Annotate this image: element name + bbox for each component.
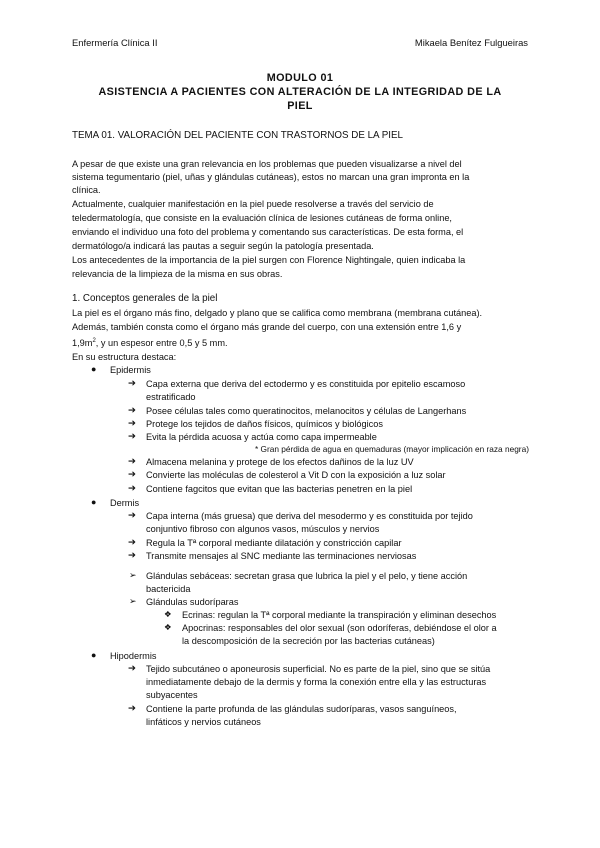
bullet-icon: ● (91, 497, 97, 507)
intro-line: relevancia de la limpieza de la misma en sus obras. (72, 269, 283, 279)
extension-value: 1,9m (72, 338, 93, 348)
dermis-item: Regula la Tª corporal mediante dilatación y constricción capilar (146, 538, 402, 548)
header-course: Enfermería Clínica II (72, 37, 158, 48)
arrow-icon: ➔ (128, 378, 136, 389)
intro-line: sistema tegumentario (piel, uñas y glándulas cutáneas), estos no marcan una gran impronta en la (72, 172, 470, 182)
hipodermis-item: Tejido subcutáneo o aponeurosis superficial. No es parte de la piel, sino que se sitúa (146, 664, 491, 674)
arrow-icon: ➔ (128, 456, 136, 467)
module-subtitle: ASISTENCIA A PACIENTES CON ALTERACIÓN DE LA INTEGRIDAD DE LA (98, 86, 502, 98)
arrow-icon: ➔ (128, 550, 136, 561)
ecrinas-line: Ecrinas: regulan la Tª corporal mediante la transpiración y eliminan desechos (182, 610, 497, 620)
squared-superscript: 2 (92, 338, 96, 344)
epidermis-item: Evita la pérdida acuosa y actúa como capa impermeable (146, 432, 377, 442)
bullet-icon: ● (91, 650, 97, 660)
dermis-item: Transmite mensajes al SNC mediante las terminaciones nerviosas (146, 551, 417, 561)
section-line: La piel es el órgano más fino, delgado y plano que se califica como membrana (membrana cutánea). (72, 308, 483, 318)
hipodermis-item: subyacentes (146, 690, 198, 700)
arrow-icon: ➔ (128, 510, 136, 521)
arrow-icon: ➔ (128, 537, 136, 548)
intro-line: A pesar de que existe una gran relevancia en los problemas que pueden visualizarse a nivel del (72, 159, 462, 169)
intro-line: clínica. (72, 185, 101, 195)
section-line (72, 337, 228, 349)
diamond-icon: ❖ (164, 622, 172, 632)
dermis-item: Capa interna (más gruesa) que deriva del mesodermo y es constituida por tejido (146, 511, 473, 521)
intro-line: Actualmente, cualquier manifestación en la piel puede resolverse a través del servicio de (72, 199, 434, 209)
epidermis-item: Contiene fagcitos que evitan que las bacterias penetren en la piel (146, 484, 413, 494)
epidermis-item: Almacena melanina y protege de los efectos dañinos de la luz UV (146, 457, 414, 467)
arrow-icon: ➔ (128, 418, 136, 429)
epidermis-item: Capa externa que deriva del ectodermo y es constituida por epitelio escamoso (146, 379, 466, 389)
epidermis-item: estratificado (146, 392, 196, 402)
intro-line: dermatólogo/a indicará las pautas a seguir según la patología presentada. (72, 241, 374, 251)
section-line: En su estructura destaca: (72, 352, 177, 362)
arrow-icon: ➔ (128, 483, 136, 494)
sebaceas-line: Glándulas sebáceas: secretan grasa que lubrica la piel y el pelo, y tiene acción (146, 571, 468, 581)
arrow-icon: ➔ (128, 431, 136, 442)
arrow-icon: ➔ (128, 663, 136, 674)
diamond-icon: ❖ (164, 609, 172, 619)
apocrinas-line: la descomposición de la secreción por las bacterias cutáneas) (182, 636, 435, 646)
sebaceas-line: bactericida (146, 584, 191, 594)
hipodermis-item: inmediatamente debajo de la dermis y forma la conexión entre ella y las estructuras (146, 677, 487, 687)
apocrinas-line: Apocrinas: responsables del olor sexual (son odoríferas, debiéndose el olor a (182, 623, 497, 633)
module-title: MODULO 01 (266, 72, 334, 84)
hipodermis-label: Hipodermis (110, 651, 157, 661)
intro-line: Los antecedentes de la importancia de la piel surgen con Florence Nightingale, quien indicaba la (72, 255, 466, 265)
thickness-text: , y un espesor entre 0,5 y 5 mm. (95, 338, 228, 348)
chevron-icon: ➢ (129, 596, 137, 606)
dermis-item: conjuntivo fibroso con algunos vasos, músculos y nervios (146, 524, 380, 534)
arrow-icon: ➔ (128, 469, 136, 480)
epidermis-label: Epidermis (110, 365, 151, 375)
bullet-icon: ● (91, 364, 97, 374)
intro-line: teledermatología, que consiste en la evaluación clínica de lesiones cutáneas de forma online, (72, 213, 452, 223)
module-subtitle-cont: PIEL (287, 100, 313, 112)
epidermis-item: Convierte las moléculas de colesterol a Vit D con la exposición a luz solar (146, 470, 446, 480)
epidermis-item: Posee células tales como queratinocitos, melanocitos y células de Langerhans (146, 406, 467, 416)
epidermis-footnote: * Gran pérdida de agua en quemaduras (mayor implicación en raza negra) (255, 444, 529, 454)
epidermis-item: Protege los tejidos de daños físicos, químicos y biológicos (146, 419, 383, 429)
section-line: Además, también consta como el órgano más grande del cuerpo, con una extensión entre 1,6 y (72, 322, 462, 332)
intro-line: enviando el individuo una foto del problema y comentando sus características. De esta forma, el (72, 227, 464, 237)
section-heading: 1. Conceptos generales de la piel (72, 293, 218, 304)
arrow-icon: ➔ (128, 405, 136, 416)
header-author: Mikaela Benítez Fulgueiras (414, 37, 528, 48)
topic-heading: TEMA 01. VALORACIÓN DEL PACIENTE CON TRASTORNOS DE LA PIEL (72, 130, 404, 141)
hipodermis-item: Contiene la parte profunda de las glándulas sudoríparas, vasos sanguíneos, (146, 704, 457, 714)
dermis-label: Dermis (110, 498, 140, 508)
arrow-icon: ➔ (128, 703, 136, 714)
chevron-icon: ➢ (129, 570, 137, 580)
sudoriparas-label: Glándulas sudoríparas (146, 597, 239, 607)
hipodermis-item: linfáticos y nervios cutáneos (146, 717, 261, 727)
